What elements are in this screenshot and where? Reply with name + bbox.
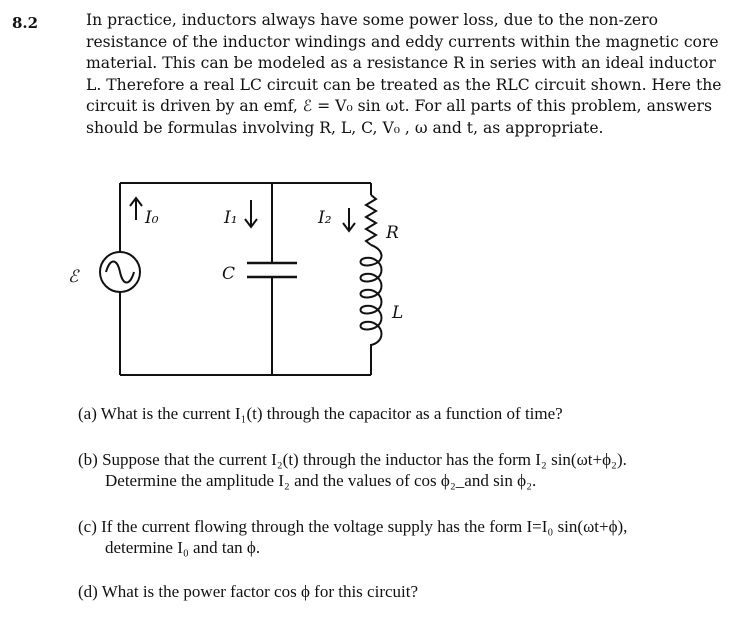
question-line: (d) What is the power factor cos ϕ for this circuit? — [78, 582, 419, 601]
problem-intro — [86, 10, 746, 139]
question-line: determine I₀ and tan ϕ. — [105, 538, 261, 557]
current-label-i2: I₂ — [318, 208, 332, 228]
resistor-label: R — [386, 223, 399, 243]
resistor-icon — [366, 195, 376, 245]
emf-label: ℰ — [68, 267, 79, 287]
intro-line: circuit is driven by an emf, ℰ = V₀ sin ωt. For all parts of this problem, answers — [86, 97, 712, 115]
question-b — [78, 449, 748, 491]
current-label-i0: I₀ — [145, 208, 159, 228]
ac-wave — [106, 262, 134, 283]
intro-line: material. This can be modeled as a resistance R in series with an ideal inductor — [86, 54, 716, 72]
intro-line: resistance of the inductor windings and eddy currents within the magnetic core — [86, 32, 719, 51]
intro-line: In practice, inductors always have some power loss, due to the non-zero — [86, 11, 659, 29]
question-a — [78, 403, 748, 424]
question-line: (c) If the current flowing through the voltage supply has the form I=I₀ sin(ωt+ϕ), — [78, 517, 628, 536]
inductor-label: L — [392, 303, 404, 323]
question-line: Determine the amplitude I₂ and the values of cos ϕ₂_and sin ϕ₂. — [105, 471, 537, 490]
question-d — [78, 581, 748, 602]
current-arrow-icon — [343, 208, 355, 231]
question-c — [78, 516, 748, 558]
current-arrow-icon — [245, 200, 257, 227]
rlc-circuit-diagram — [0, 170, 460, 395]
capacitor-label: C — [222, 264, 236, 284]
intro-line: L. Therefore a real LC circuit can be treated as the RLC circuit shown. Here the — [86, 75, 722, 94]
inductor-coil-icon — [361, 245, 382, 375]
intro-line: should be formulas involving R, L, C, V₀ , ω and t, as appropriate. — [86, 118, 604, 137]
question-line: (a) What is the current I₁(t) through the capacitor as a function of time? — [78, 404, 563, 423]
question-line: (b) Suppose that the current I₂(t) through the inductor has the form I₂ sin(ωt+ϕ₂). — [78, 450, 627, 469]
current-label-i1: I₁ — [224, 208, 238, 228]
problem-number: 8.2 — [12, 14, 39, 32]
current-arrow-icon — [130, 198, 142, 220]
